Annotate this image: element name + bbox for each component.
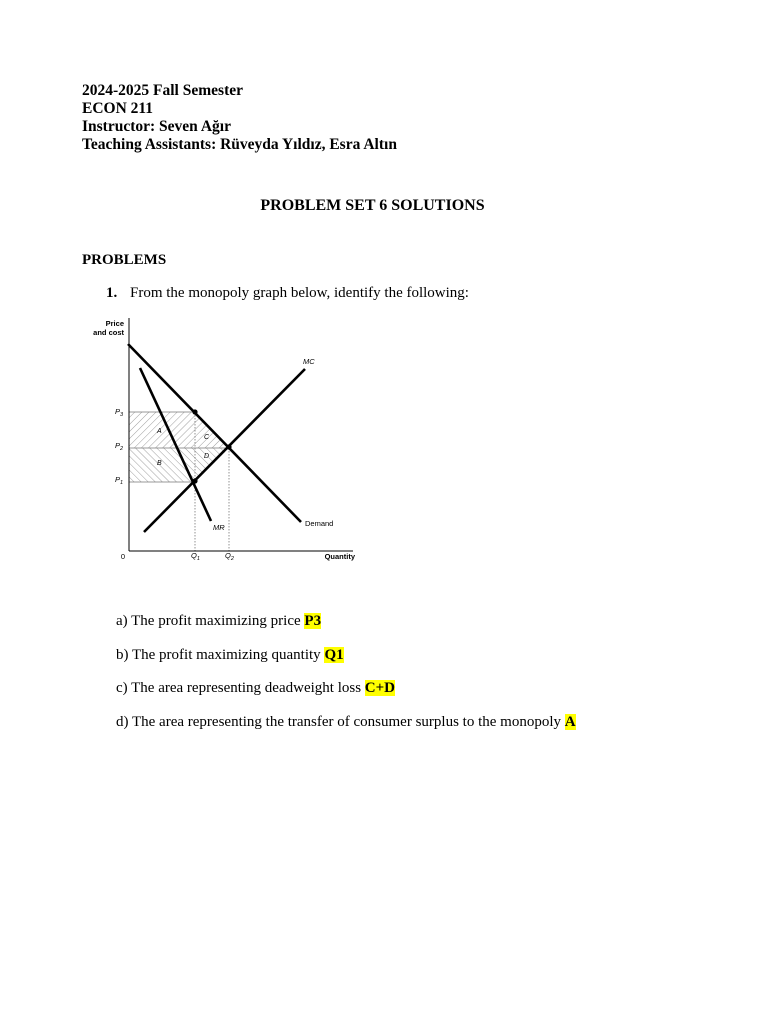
- answer-b: [116, 647, 344, 664]
- mr-mc-intersection-point: [192, 478, 197, 483]
- mr-label: MR: [213, 523, 225, 532]
- monopoly-price-point: [192, 409, 197, 414]
- answer-c-highlight: C+D: [364, 680, 396, 696]
- y-axis-label-cost: and cost: [93, 328, 124, 337]
- question-text: From the monopoly graph below, identify the following:: [130, 285, 469, 301]
- page-title: PROBLEM SET 6 SOLUTIONS: [260, 197, 485, 214]
- answer-d-highlight: A: [564, 714, 576, 730]
- y-axis-label-price: Price: [105, 319, 124, 328]
- section-heading: PROBLEMS: [82, 252, 167, 268]
- answer-c-text: c) The area representing deadweight loss: [116, 680, 365, 696]
- area-a-label: A: [157, 428, 162, 435]
- teaching-assistants-line: Teaching Assistants: Rüveyda Yıldız, Esra Altın: [82, 136, 397, 153]
- competitive-point: [226, 444, 231, 449]
- answer-a-text: a) The profit maximizing price: [116, 613, 305, 629]
- answer-b-highlight: Q1: [324, 647, 344, 663]
- answer-d: [116, 714, 576, 731]
- question-number: 1.: [106, 285, 118, 301]
- answer-b-text: b) The profit maximizing quantity: [116, 647, 325, 663]
- answer-d-text: d) The area representing the transfer of consumer surplus to the monopoly: [116, 714, 565, 730]
- p2-label: $P_2$: [115, 441, 124, 452]
- instructor-line: Instructor: Seven Ağır: [82, 118, 231, 135]
- area-d-label: D: [204, 453, 210, 460]
- monopoly-graph: [85, 313, 365, 568]
- q2-label: $Q_2$: [225, 551, 234, 562]
- area-b-label: B: [157, 460, 162, 467]
- q1-label: $Q_1$: [191, 551, 200, 562]
- demand-label: Demand: [305, 519, 334, 528]
- x-axis-label: Quantity: [324, 552, 355, 561]
- answer-a: [116, 613, 321, 630]
- answer-c: [116, 680, 395, 697]
- mc-label: MC: [303, 357, 315, 366]
- course-code-line: ECON 211: [82, 100, 154, 117]
- area-c-label: C: [204, 434, 210, 441]
- question-1: [106, 285, 469, 302]
- origin-label: 0: [120, 552, 126, 561]
- course-header: [82, 82, 397, 154]
- semester-line: 2024-2025 Fall Semester: [82, 82, 243, 99]
- p1-label: $P_1$: [115, 475, 124, 486]
- p3-label: $P_3$: [115, 407, 124, 418]
- answer-a-highlight: P3: [304, 613, 322, 629]
